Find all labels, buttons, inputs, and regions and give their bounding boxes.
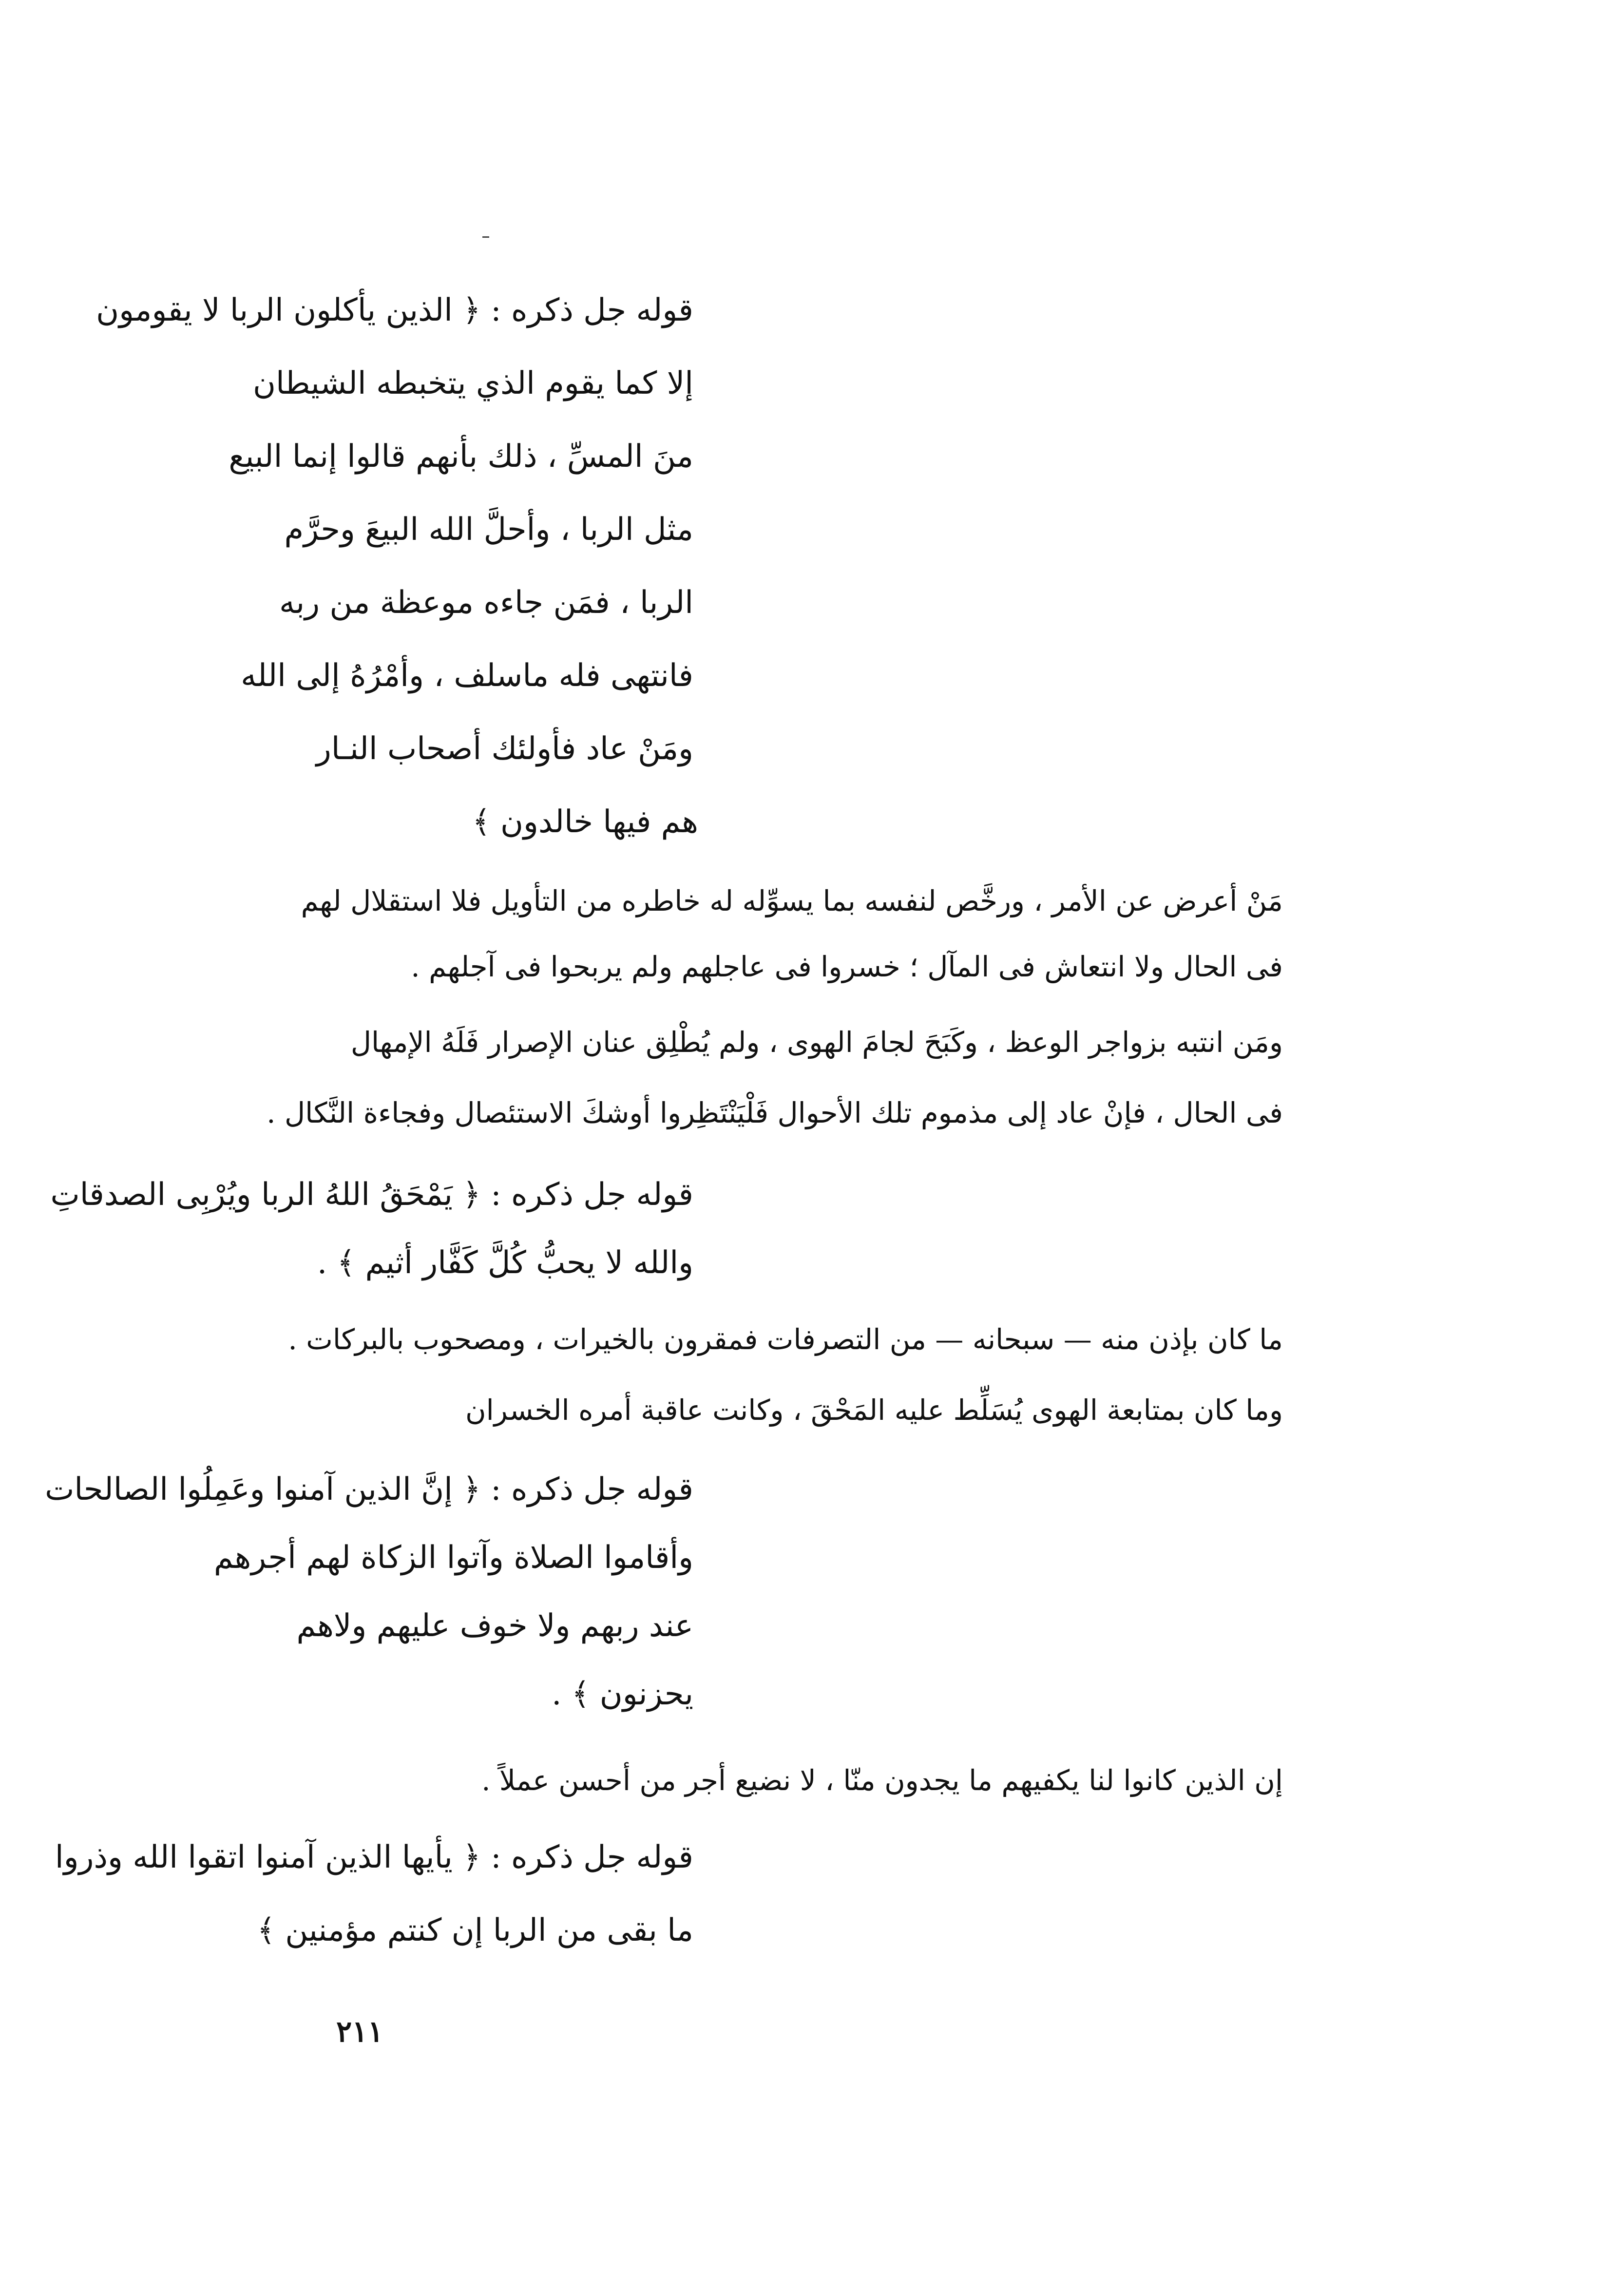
page-number: ٢١١ bbox=[336, 2015, 383, 2049]
commentary-line: مَنْ أعرض عن الأمر ، ورخَّص لنفسه بما يسوِّله له خاطره من التأويل فلا استقلال لهم bbox=[301, 884, 1283, 917]
commentary-line: وما كان بمتابعة الهوى يُسَلِّط عليه المَحْقَ ، وكانت عاقبة أمره الخسران bbox=[465, 1394, 1283, 1427]
verse-line: قوله جل ذكره : ﴿ يأيها الذين آمنوا اتقوا الله وذروا bbox=[55, 1839, 693, 1875]
commentary-line: ما كان بإذن منه — سبحانه — من التصرفات فمقرون بالخيرات ، ومصحوب بالبركات . bbox=[288, 1323, 1283, 1356]
verse-line: الربا ، فمَن جاءه موعظة من ربه bbox=[279, 585, 693, 621]
verse-line: يحزنون ﴾ . bbox=[552, 1676, 693, 1712]
verse-line: مثل الربا ، وأحلَّ الله البيعَ وحرَّم bbox=[284, 512, 693, 548]
verse-line: ما بقى من الربا إن كنتم مؤمنين ﴾ bbox=[257, 1912, 693, 1948]
verse-line: والله لا يحبُّ كُلَّ كَفَّار أثيم ﴾ . bbox=[317, 1245, 693, 1281]
verse-line: وأقاموا الصلاة وآتوا الزكاة لهم أجرهم bbox=[213, 1540, 693, 1576]
verse-line: هم فيها خالدون ﴾ bbox=[472, 804, 698, 840]
verse-line: قوله جل ذكره : ﴿ يَمْحَقُ اللهُ الربا ويُرْبِى الصدقاتِ bbox=[50, 1177, 693, 1213]
top-mark bbox=[482, 236, 489, 238]
verse-line: منَ المسِّ ، ذلك بأنهم قالوا إنما البيع bbox=[229, 439, 693, 475]
commentary-line: فى الحال ، فإنْ عاد إلى مذموم تلك الأحوال فَلْيَنْتَظِروا أوشكَ الاستئصال وفجاءة النَّكال . bbox=[267, 1096, 1283, 1129]
verse-line: عند ربهم ولا خوف عليهم ولاهم bbox=[296, 1608, 693, 1644]
commentary-line: فى الحال ولا انتعاش فى المآل ؛ خسروا فى عاجلهم ولم يربحوا فى آجلهم . bbox=[411, 950, 1283, 983]
verse-line: فانتهى فله ماسلف ، وأمْرُهُ إلى الله bbox=[241, 658, 693, 694]
commentary-line: ومَن انتبه بزواجر الوعظ ، وكَبَحَ لجامَ الهوى ، ولم يُطْلِق عنان الإصرار فَلَهُ الإمهال bbox=[350, 1026, 1283, 1059]
verse-line: قوله جل ذكره : ﴿ الذين يأكلون الربا لا يقومون bbox=[96, 292, 693, 328]
verse-line: قوله جل ذكره : ﴿ إنَّ الذين آمنوا وعَمِلُوا الصالحات bbox=[45, 1471, 693, 1508]
commentary-line: إن الذين كانوا لنا يكفيهم ما يجدون منّا ، لا نضيع أجر من أحسن عملاً . bbox=[481, 1764, 1283, 1797]
verse-line: إلا كما يقوم الذي يتخبطه الشيطان bbox=[252, 365, 693, 401]
verse-line: ومَنْ عاد فأولئك أصحاب النـار bbox=[316, 731, 693, 767]
